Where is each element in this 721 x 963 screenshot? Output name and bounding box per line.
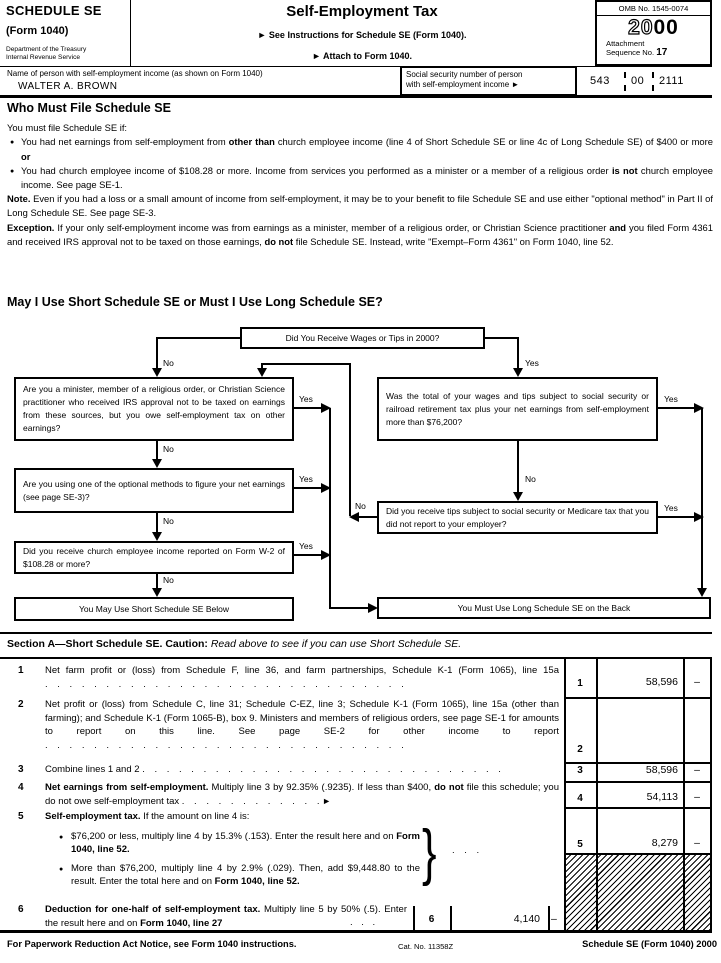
line-6-cell-border [548,906,550,932]
bullet-icon: ● [59,865,64,873]
line-5-number: 5 [18,811,24,822]
note-paragraph: Note. Even if you had a loss or a small amount of income from self-employment, it may be to your benefit to file Schedule SE and use either "optional method" in Part II of Long Schedule SE. See page SE-3. [7,193,713,219]
name-field[interactable]: WALTER A. BROWN [18,81,118,92]
agency-line-1: Department of the Treasury [6,46,87,53]
catalog-number: Cat. No. 11358Z [398,942,454,951]
line-6-number: 6 [18,904,24,915]
ssn-label-line1: Social security number of person [406,70,523,79]
label-yes: Yes [664,503,678,513]
table-bottom-rule [0,930,712,933]
table-top-rule [0,657,712,659]
who-must-file-intro: You must file Schedule SE if: [7,122,128,134]
line-2-box-number: 2 [577,744,583,755]
line-4-number: 4 [18,782,24,793]
see-instructions-note: ► See Instructions for Schedule SE (Form 1040). [257,30,467,40]
line-5-box-number: 5 [577,839,583,850]
flowchart-box-minister: Are you a minister, member of a religious order, or Christian Science practitioner who received IRS approval not to be taxed on earnings from these sources, but you owe self-employment tax on other earnings? [14,377,294,441]
line-5-bullet-2-text: More than $76,200, multiply line 4 by 2.9% (.029). Then, add $9,448.80 to the result. Enter the total here and on Form 1040, line 52. [71,862,420,887]
line-3-number: 3 [18,764,24,775]
bullet-2-text: You had church employee income of $108.28 or more. Income from services you performed as a minister or a member of a religious order is not church employee income. See page SE-1. [21,164,714,191]
name-field-label: Name of person with self-employment income (as shown on Form 1040) [7,69,263,78]
line-5-cents-field[interactable]: – [694,837,700,849]
line-3-box-number: 3 [577,765,583,776]
form-footer-id: Schedule SE (Form 1040) 2000 [582,939,717,949]
brace-glyph: } [422,818,437,887]
name-row-top-border [0,66,712,67]
flowchart-heading: May I Use Short Schedule SE or Must I Use Long Schedule SE? [7,295,383,309]
line-2-number: 2 [18,699,24,710]
flowchart-box-wages-over-limit: Was the total of your wages and tips subject to social security or railroad retirement tax plus your net earnings from self-employment more than $76,200? [377,377,658,441]
label-no: No [163,516,174,526]
ssn-serial-field[interactable]: 2111 [659,75,684,87]
line-5-bullet-1 [58,830,420,857]
agency-name [6,46,128,61]
label-no: No [355,501,366,511]
row-border [564,697,712,699]
flowchart-box-optional-methods: Are you using one of the optional methods to figure your net earnings (see page SE-3)? [14,468,294,513]
line-3-row [0,763,562,777]
line-1-cents-field[interactable]: – [694,676,700,688]
attach-note: ► Attach to Form 1040. [311,51,413,61]
line-5-amount-field[interactable]: 8,279 [651,837,678,849]
dot-leader: . . . [350,917,376,928]
label-yes: Yes [525,358,539,368]
attachment-label: Attachment [606,39,645,48]
row-border [564,781,712,783]
bullet-icon: ● [10,167,15,175]
sequence-number: 17 [656,46,668,58]
tax-year-outline: 20 [628,16,654,39]
line-2-text: Net profit or (loss) from Schedule C, line 31; Schedule C-EZ, line 3; Schedule K-1 (Form 1065), line 15a (other than farming); and Schedule K-1 (Form 1065-B), box 9. Ministers and members of religious orders, see page SE-1 for amounts to report on this line. See page SE-2 for other income to report [45,699,559,737]
ssn-area-field[interactable]: 543 [590,75,610,87]
attachment-sequence [606,40,710,57]
omb-box [595,0,712,66]
line-4-cents-field[interactable]: – [694,791,700,803]
section-a-heading: Section A—Short Schedule SE. Caution: Read above to see if you can use Short Schedule SE. [7,638,462,650]
table-right-border [710,658,712,932]
line-1-row [0,664,562,691]
dot-leader: . . . [452,845,480,856]
flowchart-result-short: You May Use Short Schedule SE Below [14,597,294,621]
line-4-row [0,781,562,808]
label-no: No [163,358,174,368]
dot-leader: . . . . . . . . . . . . . . . . . . . . . . . . . . . . . . [45,678,404,690]
line-5-bullet-2 [58,862,420,889]
dot-leader: . . . . . . . . . . . . [181,795,320,807]
header-bottom-rule [0,95,712,98]
ssn-label-box [400,66,577,96]
tax-year-solid: 00 [653,16,679,39]
who-must-file-section [7,101,713,249]
line-3-cents-field[interactable]: – [694,764,700,776]
label-yes: Yes [299,474,313,484]
amount-column-border [596,658,598,932]
who-must-file-bullet-1 [7,135,713,163]
line-6-cents-field[interactable]: – [551,913,557,925]
line-1-text: Net farm profit or (loss) from Schedule F, line 36, and farm partnerships, Schedule K-1 (Form 1065), line 15a [45,665,559,676]
ssn-label-line2: with self-employment income ► [406,79,520,89]
label-no: No [525,474,536,484]
line-4-text: Net earnings from self-employment. Multiply line 3 by 92.35% (.9235). If less than $400, do not file this schedule; you do not owe self-employment tax [45,782,559,807]
flowchart-result-long: You Must Use Long Schedule SE on the Back [377,597,711,619]
form-number: (Form 1040) [6,25,69,37]
arrow-icon: ► [322,795,332,806]
row-border [564,853,712,855]
omb-number: OMB No. 1545-0074 [618,4,689,13]
line-1-number: 1 [18,665,24,676]
line-1-amount-field[interactable]: 58,596 [645,676,678,688]
label-no: No [163,575,174,585]
dot-leader: . . . . . . . . . . . . . . . . . . . . . . . . . . . . . . [142,764,501,775]
exception-paragraph: Exception. If your only self-employment income was from earnings as a minister, member of a religious order, or Christian Science practitioner and you filed Form 4361 and received IRS approval not to be taxed on those earnings, do not file Schedule SE. Instead, write "Exempt–Form 4361" on Form 1040, line 52. [7,221,713,247]
label-yes: Yes [664,394,678,404]
line-2-row [0,698,562,752]
line-6-text: Deduction for one-half of self-employment tax. Multiply line 5 by 50% (.5). Enter the result here and on Form 1040, line 27 [45,904,407,929]
label-no: No [163,444,174,454]
ssn-separator [624,72,626,91]
paperwork-notice: For Paperwork Reduction Act Notice, see Form 1040 instructions. [7,939,297,949]
bullet-icon: ● [10,139,15,147]
label-yes: Yes [299,541,313,551]
form-title: Self-Employment Tax [286,3,438,20]
form-identity [6,3,128,61]
schedule-name: SCHEDULE SE [6,3,102,18]
line-1-box-number: 1 [577,678,583,689]
sequence-label: Sequence No. [606,47,657,57]
dot-leader: . . . . . . . . . . . . . . . . . . . . . . . . . . . . . . [45,739,404,751]
bullet-1-text: You had net earnings from self-employment from other than church employee income (line 4 of Short Schedule SE or line 4c of Long Schedule SE) of $400 or more or [21,136,713,162]
flowchart-box-wages-or-tips: Did You Receive Wages or Tips in 2000? [240,327,485,349]
section-a-top-rule [0,632,712,634]
line-3-text: Combine lines 1 and 2 [45,764,140,775]
shaded-area [564,855,712,930]
label-yes: Yes [299,394,313,404]
bullet-icon: ● [59,833,64,841]
row-border [564,807,712,809]
tax-year [597,16,710,39]
line-6-box-number: 6 [428,914,435,925]
line-3-amount-field[interactable]: 58,596 [645,764,678,776]
flowchart-box-church-income: Did you receive church employee income reported on Form W-2 of $108.28 or more? [14,541,294,574]
line-4-amount-field[interactable]: 54,113 [646,791,678,803]
ssn-group-field[interactable]: 00 [631,75,645,87]
who-must-file-heading: Who Must File Schedule SE [7,101,171,115]
who-must-file-bullet-2 [7,164,713,192]
flowchart-box-unreported-tips: Did you receive tips subject to social security or Medicare tax that you did not report to your employer? [377,501,658,534]
line-6-amount-field[interactable]: 4,140 [513,913,540,925]
line-4-box-number: 4 [577,793,583,804]
line-5-bullet-1-text: $76,200 or less, multiply line 4 by 15.3% (.153). Enter the result here and on Form 1040, line 52. [71,830,420,855]
agency-line-2: Internal Revenue Service [6,53,81,61]
ssn-separator [652,72,654,91]
flowchart [0,320,721,632]
line-5-text: Self-employment tax. If the amount on line 4 is: [45,811,250,822]
